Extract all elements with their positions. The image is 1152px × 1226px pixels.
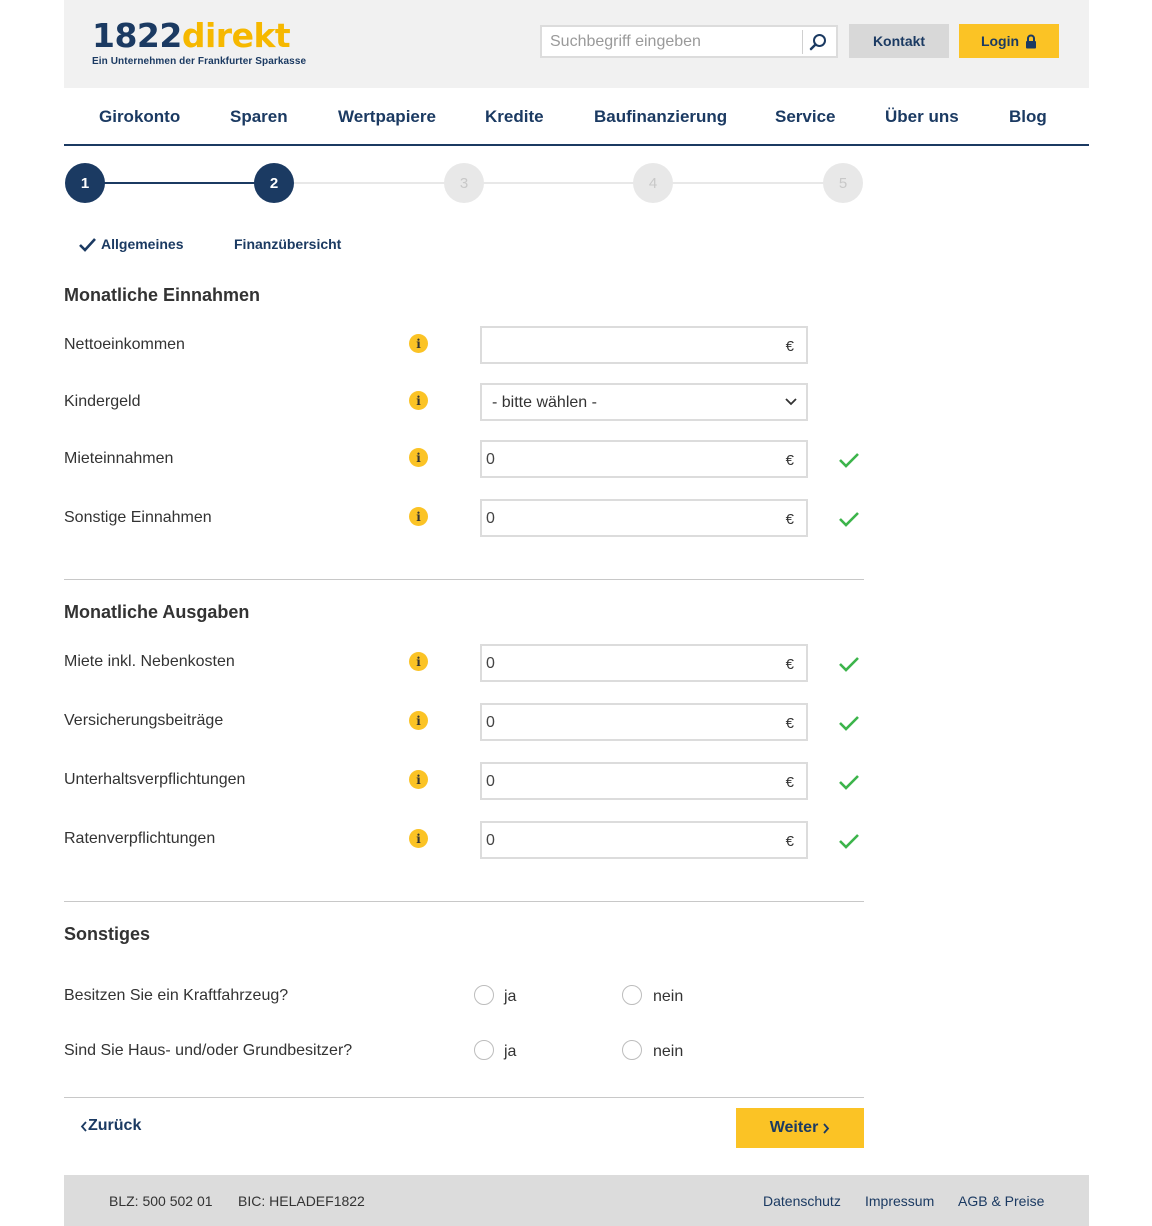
unterhaltsverpflichtungen-field — [480, 762, 808, 800]
nav-item-kredite[interactable]: Kredite — [485, 107, 544, 126]
radio-label-ja: ja — [504, 988, 517, 1005]
next-label: Weiter — [769, 1119, 819, 1136]
radio-label-nein: nein — [653, 988, 684, 1005]
label-miete: Miete inkl. Nebenkosten — [64, 653, 235, 670]
nettoeinkommen-field — [480, 326, 808, 364]
label-versicherungsbeitraege: Versicherungsbeiträge — [64, 712, 224, 729]
search-button[interactable] — [802, 30, 832, 54]
label-mieteinnahmen: Mieteinnahmen — [64, 450, 174, 467]
label-grundbesitzer: Sind Sie Haus- und/oder Grundbesitzer? — [64, 1042, 353, 1059]
chevron-left-icon — [80, 1121, 87, 1132]
label-kindergeld: Kindergeld — [64, 393, 141, 410]
info-icon[interactable]: i — [409, 448, 428, 467]
versicherungsbeitraege-input[interactable] — [486, 713, 766, 733]
kraftfahrzeug-ja-radio[interactable] — [474, 985, 494, 1005]
valid-check-icon — [838, 714, 860, 732]
back-button[interactable] — [80, 1117, 141, 1135]
versicherungsbeitraege-field — [480, 703, 808, 741]
checkmark-icon — [78, 237, 97, 252]
nettoeinkommen-input[interactable] — [486, 336, 766, 356]
step-connector-todo — [294, 182, 824, 184]
logo-word: direkt — [181, 16, 291, 55]
grundbesitzer-ja-radio[interactable] — [474, 1040, 494, 1060]
search-input[interactable] — [550, 31, 800, 53]
nav-item-sparen[interactable]: Sparen — [230, 107, 288, 126]
login-button[interactable] — [959, 24, 1059, 58]
info-icon[interactable]: i — [409, 334, 428, 353]
sonstige-einnahmen-field — [480, 499, 808, 537]
euro-unit: € — [785, 656, 794, 673]
step-label-text: Finanzübersicht — [234, 236, 342, 252]
info-icon[interactable]: i — [409, 770, 428, 789]
logo-tagline: Ein Unternehmen der Frankfurter Sparkasse — [92, 56, 307, 67]
step-label-allgemeines[interactable] — [78, 236, 183, 252]
euro-unit: € — [785, 452, 794, 469]
nav-item-blog[interactable]: Blog — [1009, 107, 1047, 126]
label-kraftfahrzeug: Besitzen Sie ein Kraftfahrzeug? — [64, 987, 289, 1004]
euro-unit: € — [785, 715, 794, 732]
info-icon[interactable]: i — [409, 711, 428, 730]
kindergeld-select[interactable] — [480, 383, 808, 421]
mieteinnahmen-input[interactable] — [486, 450, 766, 470]
section-divider — [64, 901, 864, 902]
login-label: Login — [980, 33, 1020, 49]
valid-check-icon — [838, 655, 860, 673]
valid-check-icon — [838, 510, 860, 528]
footer-link-agb-preise[interactable]: AGB & Preise — [958, 1193, 1045, 1209]
kindergeld-select-value: - bitte wählen - — [492, 394, 597, 411]
step-3: 3 — [444, 163, 484, 203]
info-icon[interactable]: i — [409, 391, 428, 410]
valid-check-icon — [838, 451, 860, 469]
next-button[interactable] — [736, 1108, 864, 1148]
euro-unit: € — [785, 338, 794, 355]
logo[interactable] — [92, 18, 306, 67]
logo-number: 1822 — [92, 16, 182, 55]
step-1[interactable]: 1 — [65, 163, 105, 203]
radio-label-ja: ja — [504, 1043, 517, 1060]
footer-link-datenschutz[interactable]: Datenschutz — [763, 1193, 841, 1209]
kraftfahrzeug-nein-radio[interactable] — [622, 985, 642, 1005]
kontakt-button[interactable] — [849, 24, 949, 58]
step-label-finanzuebersicht — [234, 236, 341, 252]
step-4: 4 — [633, 163, 673, 203]
info-icon[interactable]: i — [409, 829, 428, 848]
footer-link-impressum[interactable]: Impressum — [865, 1193, 935, 1209]
label-nettoeinkommen: Nettoeinkommen — [64, 336, 185, 353]
section-divider — [64, 1097, 864, 1098]
unterhaltsverpflichtungen-input[interactable] — [486, 772, 766, 792]
section-title-sonstiges: Sonstiges — [64, 924, 151, 944]
chevron-right-icon — [823, 1123, 830, 1134]
nav-item-ueber-uns[interactable]: Über uns — [885, 107, 959, 126]
search-box — [540, 25, 838, 58]
footer-bic: BIC: HELADEF1822 — [238, 1193, 365, 1209]
radio-label-nein: nein — [653, 1043, 684, 1060]
euro-unit: € — [785, 833, 794, 850]
mieteinnahmen-field — [480, 440, 808, 478]
site-header — [64, 0, 1089, 88]
label-ratenverpflichtungen: Ratenverpflichtungen — [64, 830, 216, 847]
nav-item-wertpapiere[interactable]: Wertpapiere — [338, 107, 436, 126]
valid-check-icon — [838, 773, 860, 791]
label-sonstige-einnahmen: Sonstige Einnahmen — [64, 509, 212, 526]
section-title-einnahmen: Monatliche Einnahmen — [64, 285, 261, 305]
lock-icon — [1025, 34, 1037, 49]
nav-item-baufinanzierung[interactable]: Baufinanzierung — [594, 107, 728, 126]
valid-check-icon — [838, 832, 860, 850]
section-divider — [64, 579, 864, 580]
step-2: 2 — [254, 163, 294, 203]
grundbesitzer-nein-radio[interactable] — [622, 1040, 642, 1060]
euro-unit: € — [785, 774, 794, 791]
ratenverpflichtungen-field — [480, 821, 808, 859]
section-title-ausgaben: Monatliche Ausgaben — [64, 602, 250, 622]
sonstige-einnahmen-input[interactable] — [486, 509, 766, 529]
main-nav — [64, 88, 1089, 146]
miete-field — [480, 644, 808, 682]
back-label: Zurück — [88, 1117, 142, 1134]
miete-input[interactable] — [486, 654, 766, 674]
info-icon[interactable]: i — [409, 507, 428, 526]
footer-blz: BLZ: 500 502 01 — [109, 1193, 213, 1209]
step-label-text: Allgemeines — [101, 236, 184, 252]
info-icon[interactable]: i — [409, 652, 428, 671]
euro-unit: € — [785, 511, 794, 528]
label-unterhaltsverpflichtungen: Unterhaltsverpflichtungen — [64, 771, 246, 788]
kontakt-label: Kontakt — [872, 33, 926, 49]
step-connector-done — [104, 182, 256, 184]
chevron-down-icon — [784, 397, 798, 407]
nav-item-girokonto[interactable]: Girokonto — [99, 107, 181, 126]
ratenverpflichtungen-input[interactable] — [486, 831, 766, 851]
step-5: 5 — [823, 163, 863, 203]
nav-item-service[interactable]: Service — [775, 107, 836, 126]
search-icon — [809, 33, 827, 51]
site-footer — [64, 1175, 1089, 1226]
